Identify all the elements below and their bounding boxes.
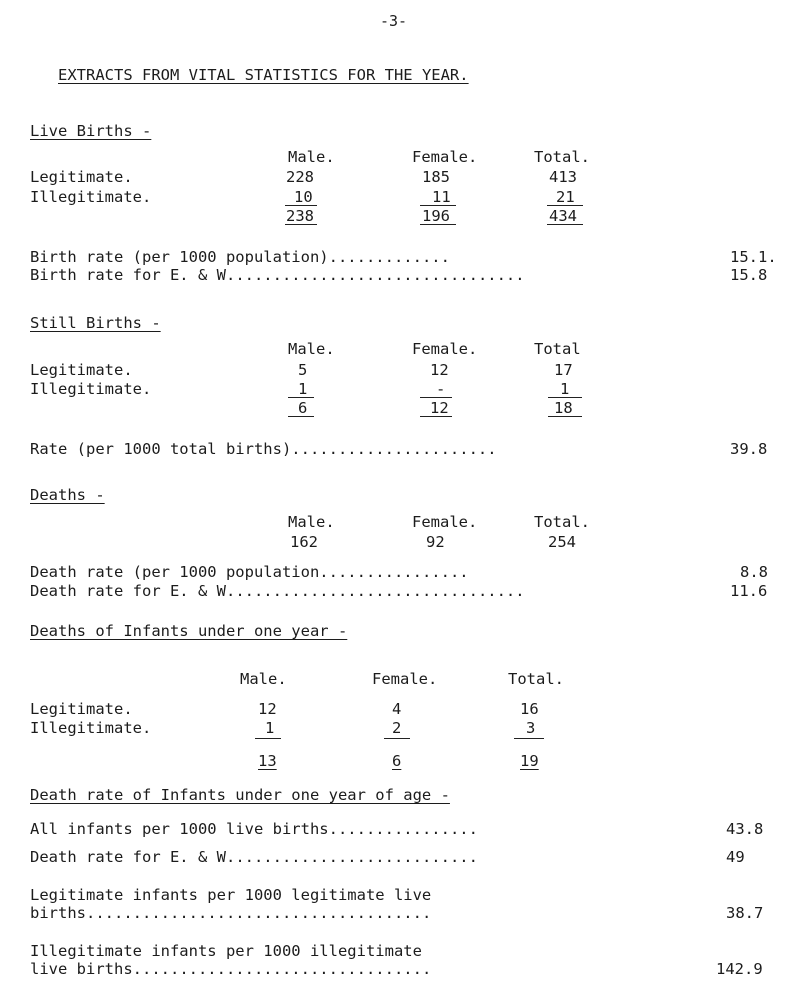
infant-rate-item-value: 43.8	[726, 820, 764, 838]
infant-deaths-cell: 3	[526, 719, 536, 737]
deaths-header-female: Female.	[412, 513, 478, 531]
still-births-cell: 1	[298, 380, 308, 398]
total-line	[547, 224, 583, 225]
sum-line	[514, 738, 544, 739]
page-title: EXTRACTS FROM VITAL STATISTICS FOR THE YEAR.	[58, 66, 469, 84]
sum-line	[420, 397, 452, 398]
infant-deaths-cell: 1	[265, 719, 275, 737]
still-births-cell: 12	[430, 361, 449, 379]
live-births-cell: 413	[549, 168, 577, 186]
live-births-total: 434	[549, 207, 577, 225]
infant-rate-item-value: 142.9	[716, 960, 763, 978]
infant-rate-item-label: Legitimate infants per 1000 legitimate live	[30, 886, 432, 904]
death-rate-label: Death rate (per 1000 population................	[30, 563, 469, 581]
infant-deaths-header-total: Total.	[508, 670, 564, 688]
still-births-cell: 1	[560, 380, 570, 398]
infant-deaths-cell: 12	[258, 700, 277, 718]
infant-deaths-cell: 16	[520, 700, 539, 718]
still-birth-rate-label: Rate (per 1000 total births)......................	[30, 440, 497, 458]
live-births-total: 196	[422, 207, 450, 225]
death-rate-ew-value: 11.6	[730, 582, 768, 600]
infant-deaths-row-label: Legitimate.	[30, 700, 133, 718]
live-births-cell: 228	[286, 168, 314, 186]
infant-rate-item-label: live births................................	[30, 960, 432, 978]
still-births-total: 6	[298, 399, 308, 417]
sum-line	[285, 205, 317, 206]
deaths-total: 254	[548, 533, 576, 551]
death-rate-value: 8.8	[740, 563, 768, 581]
still-births-cell: 5	[298, 361, 308, 379]
live-births-total: 238	[286, 207, 314, 225]
sum-line	[547, 205, 583, 206]
live-births-header-total: Total.	[534, 148, 590, 166]
live-births-header-male: Male.	[288, 148, 335, 166]
birth-rate-label: Birth rate (per 1000 population).............	[30, 248, 450, 266]
infant-rate-item-label: All infants per 1000 live births................	[30, 820, 478, 838]
total-line	[288, 416, 314, 417]
infant-rate-item-label: Death rate for E. & W...........................	[30, 848, 478, 866]
deaths-male: 162	[290, 533, 318, 551]
still-births-row-label: Illegitimate.	[30, 380, 152, 398]
still-births-header-female: Female.	[412, 340, 478, 358]
infant-rate-item-value: 49	[726, 848, 745, 866]
live-births-cell: 185	[422, 168, 450, 186]
live-births-heading: Live Births -	[30, 122, 152, 140]
sum-line	[384, 738, 410, 739]
infant-deaths-cell: 2	[392, 719, 402, 737]
infant-deaths-total: 6	[392, 752, 402, 770]
still-births-row-label: Legitimate.	[30, 361, 133, 379]
live-births-row-label: Illegitimate.	[30, 188, 152, 206]
still-births-header-total: Total	[534, 340, 581, 358]
still-births-total: 18	[554, 399, 573, 417]
live-births-row-label: Legitimate.	[30, 168, 133, 186]
deaths-header-total: Total.	[534, 513, 590, 531]
deaths-female: 92	[426, 533, 445, 551]
infant-rate-item-label: births.....................................	[30, 904, 432, 922]
infant-deaths-header-female: Female.	[372, 670, 438, 688]
death-rate-ew-label: Death rate for E. & W................................	[30, 582, 525, 600]
deaths-header-male: Male.	[288, 513, 335, 531]
infant-deaths-total: 19	[520, 752, 539, 770]
infant-deaths-total: 13	[258, 752, 277, 770]
infant-deaths-row-label: Illegitimate.	[30, 719, 152, 737]
deaths-heading: Deaths -	[30, 486, 105, 504]
page-number: -3-	[380, 12, 408, 30]
infant-death-rate-heading: Death rate of Infants under one year of age -	[30, 786, 450, 804]
birth-rate-ew-value: 15.8	[730, 266, 768, 284]
total-line	[420, 416, 452, 417]
live-births-header-female: Female.	[412, 148, 478, 166]
still-births-header-male: Male.	[288, 340, 335, 358]
live-births-cell: 11	[432, 188, 451, 206]
still-birth-rate-value: 39.8	[730, 440, 768, 458]
still-births-total: 12	[430, 399, 449, 417]
infant-rate-item-value: 38.7	[726, 904, 764, 922]
still-births-cell: 17	[554, 361, 573, 379]
still-births-cell: -	[436, 380, 446, 398]
sum-line	[288, 397, 314, 398]
sum-line	[255, 738, 281, 739]
total-line	[285, 224, 317, 225]
live-births-cell: 21	[556, 188, 575, 206]
sum-line	[548, 397, 582, 398]
live-births-cell: 10	[294, 188, 313, 206]
infant-rate-item-label: Illegitimate infants per 1000 illegitimate	[30, 942, 422, 960]
infant-deaths-header-male: Male.	[240, 670, 287, 688]
infant-deaths-heading: Deaths of Infants under one year -	[30, 622, 348, 640]
infant-deaths-cell: 4	[392, 700, 402, 718]
total-line	[548, 416, 582, 417]
birth-rate-ew-label: Birth rate for E. & W................................	[30, 266, 525, 284]
sum-line	[420, 205, 456, 206]
birth-rate-value: 15.1.	[730, 248, 777, 266]
total-line	[420, 224, 456, 225]
still-births-heading: Still Births -	[30, 314, 161, 332]
